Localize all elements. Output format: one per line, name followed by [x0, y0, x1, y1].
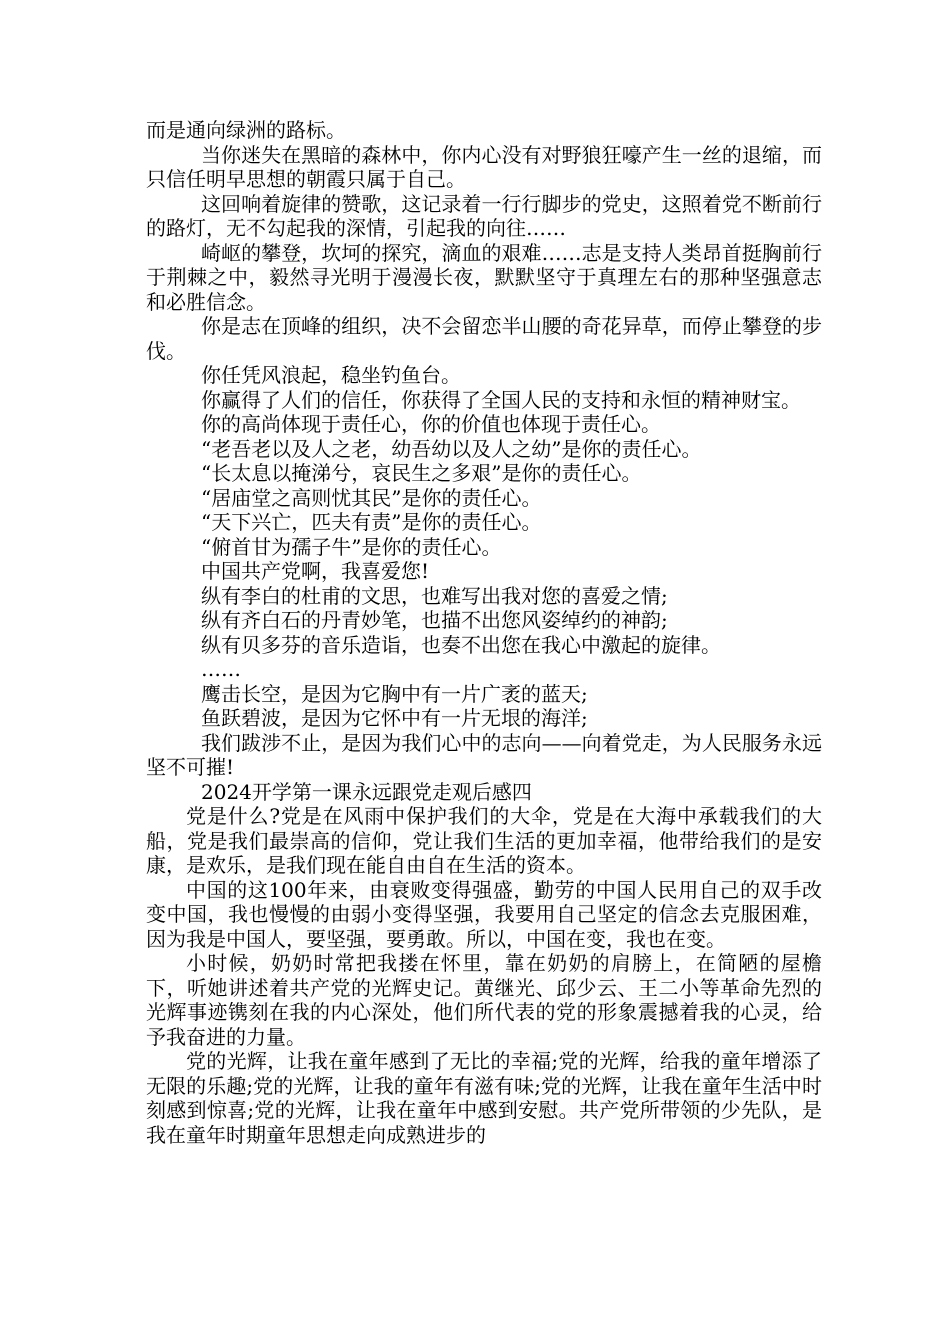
paragraph-13: “俯首甘为孺子牛”是你的责任心。 [201, 534, 502, 559]
paragraph-8: 你的高尚体现于责任心，你的价值也体现于责任心。 [201, 412, 661, 436]
paragraph-3: 这回响着旋律的赞歌，这记录着一行行脚步的党史，这照着党不断前行的路灯，无不勾起我的深情，引起我的向往…… [146, 191, 822, 240]
paragraph-14: 中国共产党啊，我喜爱您! [201, 559, 430, 583]
paragraph-26: 党的光辉，让我在童年感到了无比的幸福;党的光辉，给我的童年增添了无限的乐趣;党的光辉，让我的童年有滋有味;党的光辉，让我在童年生活中时刻感到惊喜;党的光辉，让我在童年中感到安慰。共产党所带领的少先队，是我在童年时期童年思想走向成熟进步的 [146, 1049, 822, 1147]
paragraph-7: 你赢得了人们的信任，你获得了全国人民的支持和永恒的精神财宝。 [201, 387, 801, 412]
paragraph-23: 党是什么?党是在风雨中保护我们的大伞，党是在大海中承载我们的大船，党是我们最崇高的信仰，党让我们生活的更加幸福，他带给我们的是安康，是欢乐，是我们现在能自由自在生活的资本。 [146, 804, 822, 877]
paragraph-11: “居庙堂之高则忧其民”是你的责任心。 [201, 485, 542, 510]
paragraph-6: 你任凭风浪起，稳坐钓鱼台。 [201, 363, 461, 387]
paragraph-9: “老吾老以及人之老，幼吾幼以及人之幼”是你的责任心。 [201, 436, 702, 461]
paragraph-20: 鱼跃碧波，是因为它怀中有一片无垠的海洋; [201, 706, 588, 730]
paragraph-19: 鹰击长空，是因为它胸中有一片广袤的蓝天; [201, 681, 588, 706]
paragraph-12: “天下兴亡，匹夫有责”是你的责任心。 [201, 510, 542, 534]
paragraph-5: 你是志在顶峰的组织，决不会留恋半山腰的奇花异草，而停止攀登的步伐。 [146, 314, 822, 363]
paragraph-25: 小时候，奶奶时常把我搂在怀里，靠在奶奶的肩膀上，在简陋的屋檐下，听她讲述着共产党的光辉史记。黄继光、邱少云、王二小等革命先烈的光辉事迹镌刻在我的内心深处，他们所代表的党的形象震撼着我的心灵，给予我奋进的力量。 [146, 951, 822, 1049]
paragraph-10: “长太息以掩涕兮，哀民生之多艰”是你的责任心。 [201, 461, 642, 485]
paragraph-17: 纵有贝多芬的音乐造诣，也奏不出您在我心中激起的旋律。 [201, 632, 721, 657]
paragraph-24: 中国的这100年来，由衰败变得强盛，勤劳的中国人民用自己的双手改变中国，我也慢慢的由弱小变得坚强，我要用自己坚定的信念去克服困难，因为我是中国人，要坚强，要勇敢。所以，中国在变，我也在变。 [146, 877, 822, 951]
paragraph-16: 纵有齐白石的丹青妙笔，也描不出您风姿绰约的神韵; [201, 608, 668, 632]
paragraph-2: 当你迷失在黑暗的森林中，你内心没有对野狼狂嚎产生一丝的退缩，而只信任明早思想的朝霞只属于自己。 [146, 142, 822, 191]
paragraph-15: 纵有李白的杜甫的文思，也难写出我对您的喜爱之情; [201, 583, 668, 608]
paragraph-21: 我们跋涉不止，是因为我们心中的志向——向着党走，为人民服务永远坚不可摧! [146, 730, 822, 779]
paragraph-1: 而是通向绿洲的路标。 [146, 118, 346, 142]
section-heading: 2024开学第一课永远跟党走观后感四 [201, 779, 532, 804]
document-page [146, 118, 822, 1147]
paragraph-4: 崎岖的攀登，坎坷的探究，滴血的艰难……志是支持人类昂首挺胸前行于荆棘之中，毅然寻光明于漫漫长夜，默默坚守于真理左右的那种坚强意志和必胜信念。 [146, 240, 822, 314]
paragraph-18: …… [201, 657, 241, 681]
